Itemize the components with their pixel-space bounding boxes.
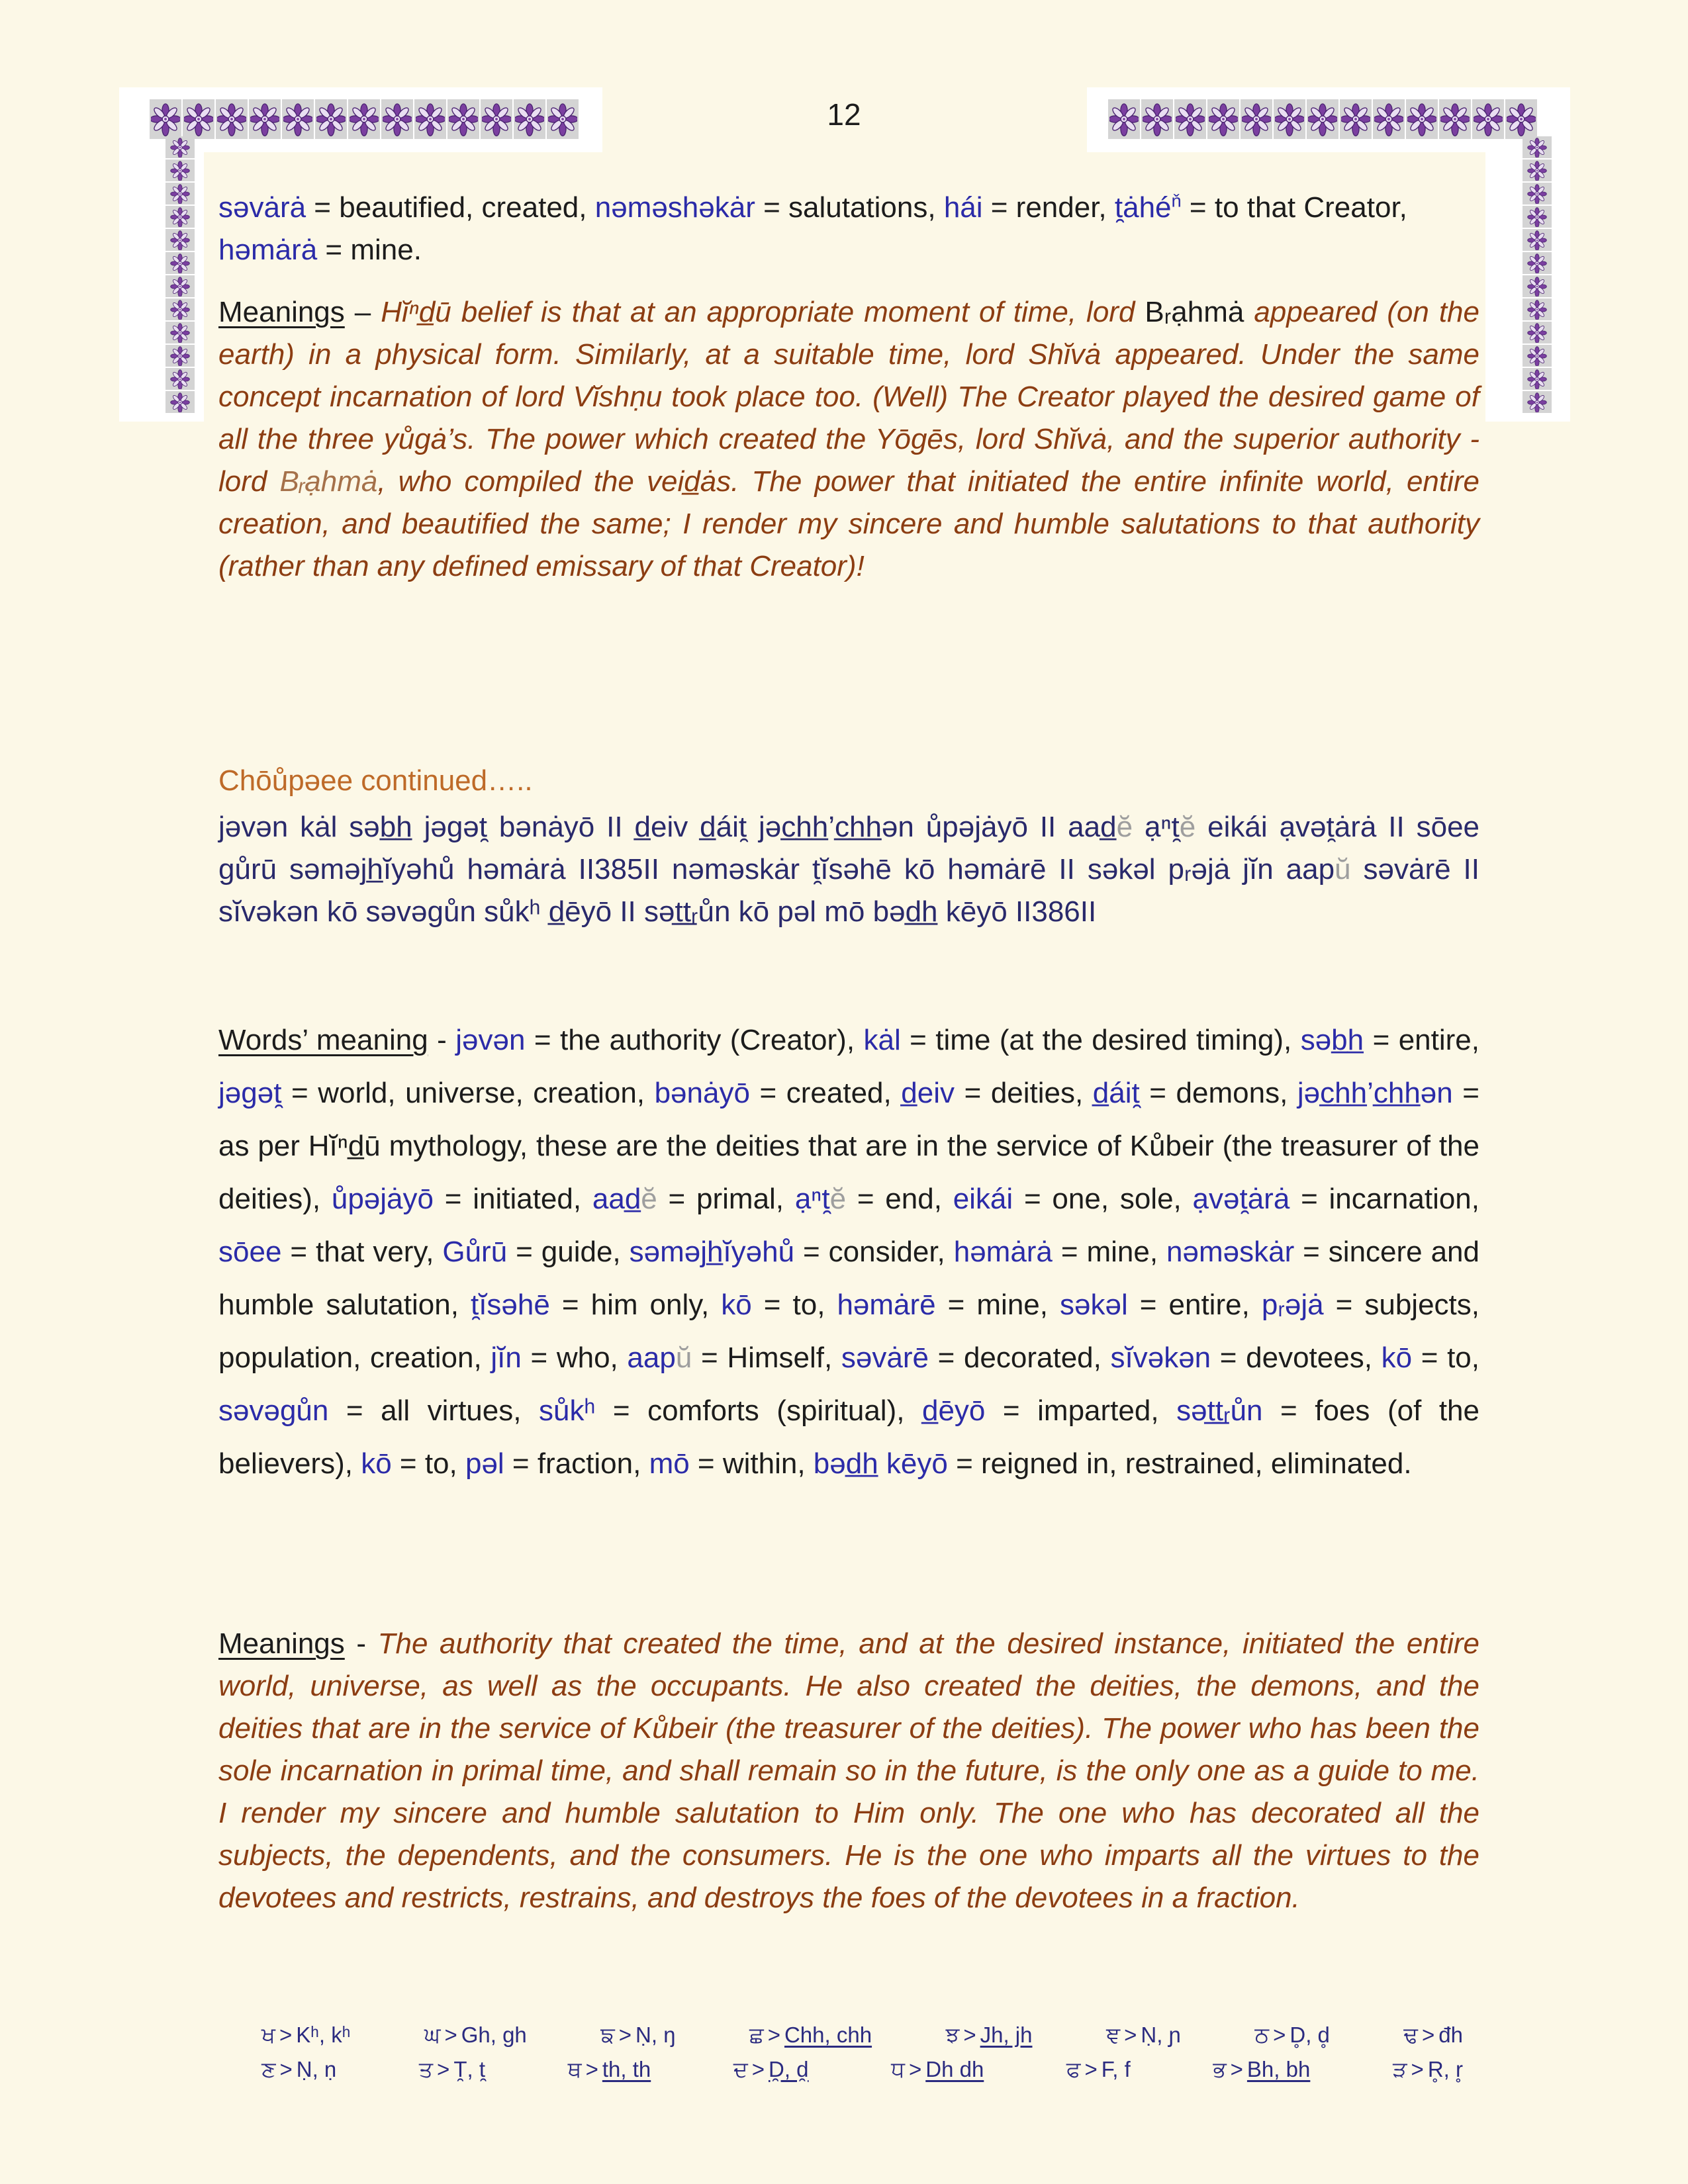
text-run: ĕ bbox=[1116, 811, 1133, 843]
text-run: = who, bbox=[521, 1342, 628, 1374]
text-run: = mine, bbox=[1052, 1236, 1167, 1268]
flower-cell bbox=[165, 136, 195, 158]
legend-item bbox=[261, 2023, 350, 2048]
text-run: həmȧrȧ bbox=[218, 234, 318, 266]
flower-icon bbox=[1527, 230, 1547, 250]
maps-to-symbol: > bbox=[585, 2057, 598, 2081]
flower-cell bbox=[1523, 183, 1552, 205]
text-run: = incarnation, bbox=[1289, 1183, 1480, 1215]
maps-to-symbol: > bbox=[751, 2057, 765, 2081]
text-run: = guide, bbox=[507, 1236, 630, 1268]
flower-icon bbox=[1527, 369, 1547, 389]
text-run: t̯ȧhé bbox=[1114, 191, 1172, 224]
latin-transliteration: F, f bbox=[1101, 2057, 1131, 2081]
text-run: = render, bbox=[982, 191, 1115, 224]
text-run: = that very, bbox=[281, 1236, 443, 1268]
text-run: , who compiled the veid̲ȧs. The power that initiated the entire infinite world, entire creation, and beautified the same; I render my sincere and humble salutations to that authority (rather than any defined emissary of that Creator)! bbox=[218, 465, 1480, 582]
text-run: Meanings bbox=[218, 296, 345, 328]
word-meanings-continuation-paragraph bbox=[218, 187, 1479, 271]
text-run: = initiated, bbox=[433, 1183, 592, 1215]
flower-icon bbox=[170, 277, 190, 296]
text-run: Meanings bbox=[218, 1627, 345, 1660]
text-run: Bᵣạhmȧ bbox=[279, 465, 378, 498]
gurmukhi-letter: ਘ bbox=[424, 2023, 441, 2047]
text-run: pᵣəjȧ bbox=[1261, 1289, 1324, 1321]
text-run: pəl bbox=[465, 1447, 504, 1480]
text-run: həmȧrȧ bbox=[953, 1236, 1053, 1268]
text-run: = subjects, population, creation, bbox=[218, 1289, 1479, 1374]
maps-to-symbol: > bbox=[1084, 2057, 1098, 2081]
flower-cell bbox=[1523, 298, 1552, 320]
text-run: = decorated, bbox=[928, 1342, 1111, 1374]
text-run: = demons, bbox=[1139, 1077, 1297, 1109]
flower-icon bbox=[170, 184, 190, 204]
latin-transliteration: T̯, t̯ bbox=[453, 2057, 485, 2081]
flower-cell bbox=[165, 345, 195, 367]
text-run: t̯ĭsəhē bbox=[470, 1289, 550, 1321]
text-run: səb̲h̲ bbox=[1300, 1024, 1364, 1056]
legend-item bbox=[1403, 2023, 1463, 2048]
gurmukhi-letter: ਥ bbox=[567, 2057, 582, 2081]
latin-transliteration: D̯, d̯ bbox=[769, 2057, 809, 2081]
flower-cell bbox=[165, 298, 195, 320]
meanings-paragraph-1 bbox=[218, 291, 1479, 588]
text-run: jəc̲h̲h̲’c̲h̲h̲ən bbox=[1297, 1077, 1453, 1109]
maps-to-symbol: > bbox=[1421, 2023, 1435, 2047]
flower-icon bbox=[1527, 138, 1547, 158]
text-run: d̲ēyō bbox=[921, 1394, 986, 1427]
legend-row-1 bbox=[261, 2023, 1463, 2048]
text-run: ĕ bbox=[829, 1183, 847, 1215]
text-run: ĕ bbox=[641, 1183, 657, 1215]
latin-transliteration: R̥, r̥ bbox=[1427, 2057, 1463, 2081]
text-run: sōee bbox=[218, 1236, 282, 1268]
gurmukhi-letter: ਙ bbox=[600, 2023, 615, 2047]
text-run: = created, bbox=[749, 1077, 902, 1109]
flower-cell bbox=[165, 275, 195, 297]
text-run: Hĭⁿd̲ū belief is that at an appropriate moment of time, lord bbox=[381, 296, 1145, 328]
gurmukhi-letter: ਢ bbox=[1403, 2023, 1418, 2047]
legend-item bbox=[1106, 2023, 1181, 2048]
latin-transliteration: D̥, d̥ bbox=[1289, 2023, 1330, 2047]
flower-icon bbox=[1527, 392, 1547, 412]
text-run: = the authority (Creator), bbox=[525, 1024, 864, 1056]
text-run: = consider, bbox=[794, 1236, 954, 1268]
flower-icon bbox=[170, 323, 190, 343]
flower-border-left bbox=[165, 136, 195, 413]
text-run: Words’ meaning bbox=[218, 1024, 428, 1056]
text-run: səkəl bbox=[1060, 1289, 1128, 1321]
latin-transliteration: đh bbox=[1438, 2023, 1463, 2047]
text-run: səvȧrē bbox=[841, 1342, 929, 1374]
text-run: = entire, bbox=[1127, 1289, 1262, 1321]
latin-transliteration: Dh dh bbox=[925, 2057, 984, 2081]
flower-icon bbox=[170, 253, 190, 273]
text-run: eikái bbox=[953, 1183, 1013, 1215]
text-run: Gůrū bbox=[442, 1236, 508, 1268]
text-run: = within, bbox=[689, 1447, 814, 1480]
text-run: səvȧrē II sĭvəkən kō səvəgůn sůkʰ d̲ēyō II sət̲t̲ᵣůn kō pəl mō bəd̲h̲ kēyō II386II bbox=[218, 853, 1479, 928]
gurmukhi-letter: ਣ bbox=[261, 2057, 276, 2081]
flower-icon bbox=[1527, 184, 1547, 204]
text-run: = mine, bbox=[935, 1289, 1060, 1321]
maps-to-symbol: > bbox=[444, 2023, 457, 2047]
text-run: jĭn bbox=[491, 1342, 522, 1374]
text-run: sĭvəkən bbox=[1110, 1342, 1211, 1374]
legend-item bbox=[749, 2023, 872, 2048]
maps-to-symbol: > bbox=[279, 2057, 293, 2081]
text-run: = to that Creator, bbox=[1181, 191, 1407, 224]
maps-to-symbol: > bbox=[1411, 2057, 1424, 2081]
text-run: appeared (on the earth) in a physical form. Similarly, at a suitable time, lord Shĭvȧ appeared. Under the same concept incarnation of lord Vĭshṇu took place too. (Well) The Creator played the desired game of all the three yůgȧ’s. The power which created the Yōgēs, lord Shĭvȧ, and the superior authority - lord bbox=[218, 296, 1479, 498]
maps-to-symbol: > bbox=[963, 2023, 976, 2047]
text-run: həmȧrē bbox=[837, 1289, 936, 1321]
legend-row-2 bbox=[261, 2057, 1463, 2083]
gurmukhi-letter: ਠ bbox=[1254, 2023, 1270, 2047]
latin-transliteration: Jh, jh bbox=[980, 2023, 1033, 2047]
flower-icon bbox=[170, 369, 190, 389]
flower-cell bbox=[165, 252, 195, 274]
flower-cell bbox=[1523, 391, 1552, 413]
text-run: jəgət̯ bbox=[218, 1077, 282, 1109]
gurmukhi-letter: ਝ bbox=[945, 2023, 960, 2047]
legend-item bbox=[1066, 2057, 1131, 2083]
text-run: = fraction, bbox=[504, 1447, 649, 1480]
text-run: kō bbox=[1381, 1342, 1413, 1374]
text-run: kȧl bbox=[863, 1024, 901, 1056]
meanings-paragraph-2 bbox=[218, 1623, 1479, 1919]
text-run: sət̲t̲ᵣůn bbox=[1176, 1394, 1263, 1427]
latin-transliteration: th, th bbox=[602, 2057, 651, 2081]
maps-to-symbol: > bbox=[908, 2057, 922, 2081]
latin-transliteration: Ṇ, ŋ bbox=[635, 2023, 676, 2047]
maps-to-symbol: > bbox=[618, 2023, 632, 2047]
flower-cell bbox=[1523, 206, 1552, 228]
latin-transliteration: Kʰ, kʰ bbox=[296, 2023, 351, 2047]
legend-item bbox=[946, 2023, 1033, 2048]
flower-icon bbox=[170, 207, 190, 227]
text-run: = deities, bbox=[955, 1077, 1093, 1109]
flower-icon bbox=[1527, 253, 1547, 273]
gurmukhi-letter: ਛ bbox=[749, 2023, 764, 2047]
text-run: = sincere and humble salutation, bbox=[218, 1236, 1479, 1321]
text-run: aad̲ bbox=[592, 1183, 641, 1215]
maps-to-symbol: > bbox=[1230, 2057, 1243, 2081]
text-run: = to, bbox=[1412, 1342, 1479, 1374]
gurmukhi-letter: ਖ bbox=[261, 2023, 275, 2047]
text-run: = to, bbox=[751, 1289, 837, 1321]
text-run: = comforts (spiritual), bbox=[595, 1394, 922, 1427]
text-run: eikái ạvət̯ȧrȧ II sōee gůrū səməjh̲ĭyəhů həmȧrȧ II385II nəməskȧr t̯ĭsəhē kō həmȧrē II səkəl pᵣəjȧ jĭn aap bbox=[218, 811, 1480, 886]
legend-item bbox=[568, 2057, 651, 2083]
text-run: bəd̲h̲ kēyō bbox=[813, 1447, 948, 1480]
text-run: = world, universe, creation, bbox=[281, 1077, 655, 1109]
text-run: = end, bbox=[846, 1183, 953, 1215]
gurmukhi-letter: ਫ bbox=[1066, 2057, 1081, 2081]
legend-item bbox=[1213, 2057, 1310, 2083]
gurmukhi-letter: ੜ bbox=[1392, 2057, 1407, 2081]
text-run: ĕ bbox=[1179, 811, 1196, 843]
text-run: = reigned in, restrained, eliminated. bbox=[947, 1447, 1412, 1480]
text-run: - bbox=[344, 1627, 378, 1660]
flower-icon bbox=[1527, 346, 1547, 366]
text-run: = to, bbox=[391, 1447, 465, 1480]
maps-to-symbol: > bbox=[279, 2023, 293, 2047]
text-run: hái bbox=[943, 191, 983, 224]
gurmukhi-letter: ਭ bbox=[1213, 2057, 1227, 2081]
text-run: = mine. bbox=[317, 234, 422, 266]
legend-item bbox=[733, 2057, 809, 2083]
text-run: aap bbox=[627, 1342, 676, 1374]
legend-item bbox=[424, 2023, 527, 2048]
maps-to-symbol: > bbox=[437, 2057, 450, 2081]
text-run: sůkʰ bbox=[539, 1394, 596, 1427]
flower-cell bbox=[1523, 159, 1552, 181]
flower-border-right bbox=[1523, 136, 1552, 413]
flower-icon bbox=[1527, 161, 1547, 181]
gurmukhi-letter: ਦ bbox=[733, 2057, 748, 2081]
text-run: = imparted, bbox=[985, 1394, 1177, 1427]
flower-cell bbox=[1523, 275, 1552, 297]
text-run: ŭ bbox=[675, 1342, 692, 1374]
legend-item bbox=[1254, 2023, 1330, 2048]
text-run: səməjh̲ĭyəhů bbox=[629, 1236, 795, 1268]
text-run: = one, sole, bbox=[1013, 1183, 1193, 1215]
text-run: ůpəjȧyō bbox=[331, 1183, 434, 1215]
flower-icon bbox=[170, 161, 190, 181]
legend-item bbox=[600, 2023, 675, 2048]
text-run: = entire, bbox=[1364, 1024, 1479, 1056]
text-run: nəməskȧr bbox=[1166, 1236, 1295, 1268]
flower-icon bbox=[170, 138, 190, 158]
text-run: Bᵣạhmȧ bbox=[1145, 296, 1244, 328]
latin-transliteration: Ṇ, ɲ bbox=[1141, 2023, 1181, 2047]
flower-cell bbox=[165, 183, 195, 205]
maps-to-symbol: > bbox=[767, 2023, 780, 2047]
latin-transliteration: Chh, chh bbox=[784, 2023, 872, 2047]
latin-transliteration: Bh, bh bbox=[1246, 2057, 1311, 2081]
maps-to-symbol: > bbox=[1124, 2023, 1137, 2047]
text-run: = Himself, bbox=[692, 1342, 841, 1374]
text-run: kō bbox=[721, 1289, 752, 1321]
flower-icon bbox=[170, 300, 190, 320]
flower-icon bbox=[1527, 207, 1547, 227]
flower-icon bbox=[170, 230, 190, 250]
page-number: 12 bbox=[827, 97, 861, 132]
text-run: mō bbox=[649, 1447, 690, 1480]
text-run: = all virtues, bbox=[328, 1394, 539, 1427]
legend-item bbox=[891, 2057, 984, 2083]
text-run: kō bbox=[361, 1447, 392, 1480]
text-run: d̲eiv bbox=[901, 1077, 955, 1109]
text-run: The authority that created the time, and at the desired instance, initiated the entire world, universe, as well as the occupants. He also created the deities, the demons, and the deities that are in the service of Kůbeir (the treasurer of the deities). The power who has been the sole incarnation in primal time, and shall remain so in the future, is the only one as a guide to me. I render my sincere and humble salutation to Him only. The one who has decorated all the subjects, the dependents, and the consumers. He is the one who imparts all the virtues to the devotees and restricts, restrains, and destroys the foes of the devotees in a fraction. bbox=[218, 1627, 1479, 1914]
flower-cell bbox=[1523, 136, 1552, 158]
legend-item bbox=[1393, 2057, 1463, 2083]
text-run: jəvən bbox=[455, 1024, 526, 1056]
text-run: ạvət̯ȧrȧ bbox=[1192, 1183, 1290, 1215]
flower-cell bbox=[165, 229, 195, 251]
text-run: = time (at the desired timing), bbox=[900, 1024, 1301, 1056]
text-run: ạⁿt̯ bbox=[794, 1183, 830, 1215]
legend-item bbox=[261, 2057, 336, 2083]
gurmukhi-letter: ਧ bbox=[891, 2057, 905, 2081]
text-run: ň bbox=[1171, 190, 1182, 211]
flower-icon bbox=[1527, 277, 1547, 296]
flower-icon bbox=[170, 346, 190, 366]
flower-cell bbox=[165, 159, 195, 181]
text-run: = as per Hĭⁿd̲ū mythology, these are the deities that are in the service of Kůbeir (the treasurer of the deities), bbox=[218, 1077, 1480, 1215]
choupaee-section-heading: Chōůpəee continued….. bbox=[218, 764, 533, 797]
choupaee-verse bbox=[218, 806, 1479, 933]
flower-cell bbox=[165, 206, 195, 228]
text-run: bənȧyō bbox=[654, 1077, 750, 1109]
flower-icon bbox=[170, 392, 190, 412]
text-run: = him only, bbox=[549, 1289, 722, 1321]
text-run: jəvən kȧl səb̲h̲ jəgət̯ bənȧyō II d̲eiv d̲áit̯ jəc̲h̲h̲’c̲h̲h̲ən ůpəjȧyō II aad̲ bbox=[218, 811, 1117, 843]
text-run: – bbox=[344, 296, 381, 328]
latin-transliteration: Ṇ, ṇ bbox=[296, 2057, 337, 2081]
latin-transliteration: Gh, gh bbox=[461, 2023, 527, 2047]
text-run: d̲áit̯ bbox=[1092, 1077, 1140, 1109]
text-run: = foes (of the believers), bbox=[218, 1394, 1479, 1480]
flower-cell bbox=[165, 391, 195, 413]
text-run: = devotees, bbox=[1211, 1342, 1382, 1374]
flower-cell bbox=[165, 322, 195, 343]
flower-cell bbox=[1523, 345, 1552, 367]
flower-cell bbox=[165, 368, 195, 390]
text-run: ŭ bbox=[1335, 853, 1351, 886]
flower-cell bbox=[1523, 322, 1552, 343]
text-run: - bbox=[428, 1024, 456, 1056]
maps-to-symbol: > bbox=[1273, 2023, 1286, 2047]
text-run: = salutations, bbox=[755, 191, 944, 224]
flower-icon bbox=[1527, 323, 1547, 343]
text-run: ạⁿt̯ bbox=[1133, 811, 1180, 843]
text-run: səvəgůn bbox=[218, 1394, 329, 1427]
transliteration-legend bbox=[261, 2023, 1463, 2091]
flower-cell bbox=[1523, 252, 1552, 274]
legend-item bbox=[419, 2057, 485, 2083]
flower-cell bbox=[1523, 229, 1552, 251]
words-meaning-paragraph bbox=[218, 1014, 1479, 1490]
gurmukhi-letter: ਞ bbox=[1105, 2023, 1121, 2047]
text-run: səvȧrȧ bbox=[218, 191, 306, 224]
flower-cell bbox=[1523, 368, 1552, 390]
text-run: nəməshəkȧr bbox=[594, 191, 755, 224]
text-run: = beautified, created, bbox=[306, 191, 595, 224]
flower-icon bbox=[1527, 300, 1547, 320]
gurmukhi-letter: ਤ bbox=[418, 2057, 434, 2081]
text-run: = primal, bbox=[657, 1183, 795, 1215]
